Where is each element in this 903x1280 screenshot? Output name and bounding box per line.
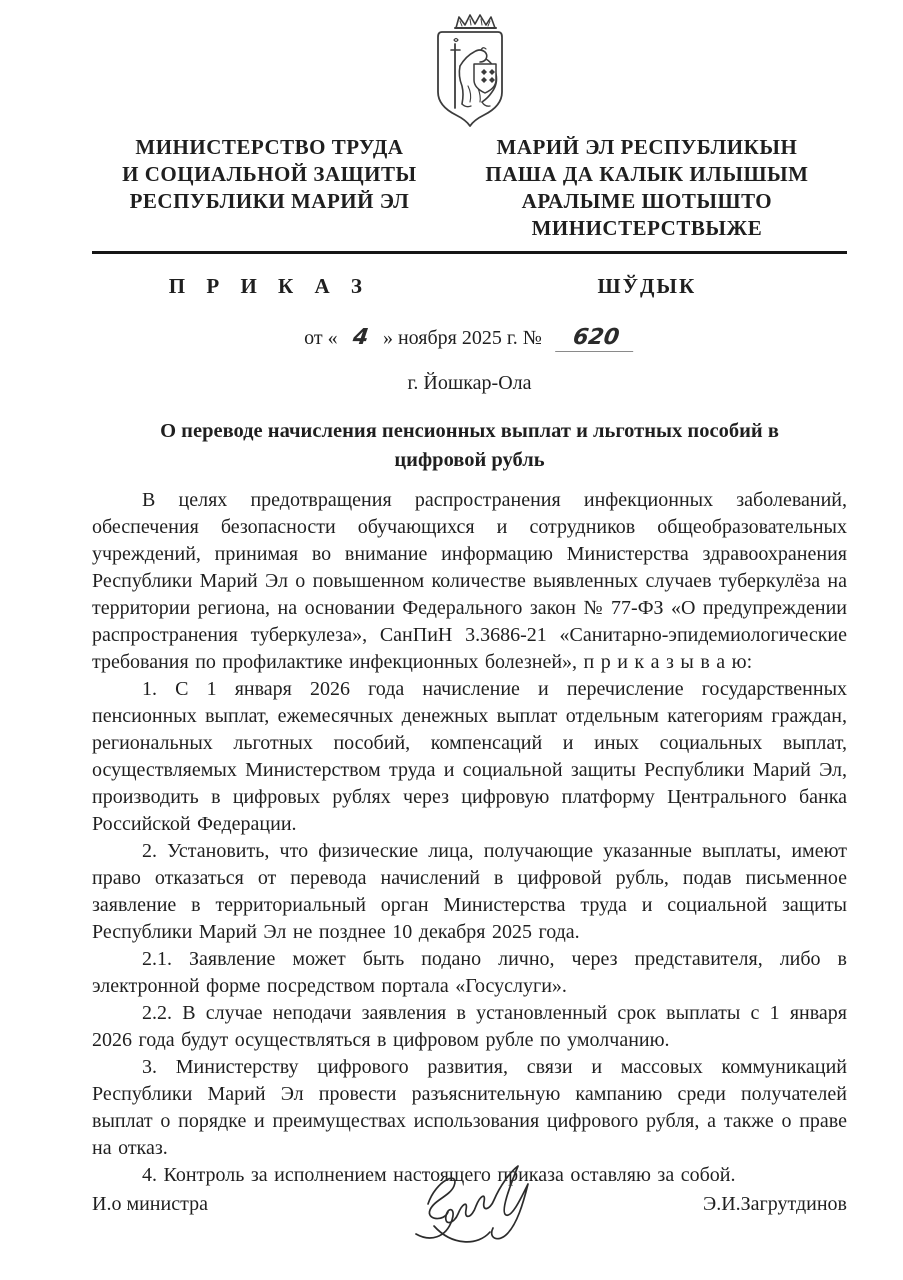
order-body — [92, 487, 847, 1189]
order-type-mari: ШЎДЫК — [597, 274, 697, 298]
order-type-row — [92, 274, 847, 299]
org-ru-line: МИНИСТЕРСТВО ТРУДА — [135, 135, 404, 159]
body-paragraph: 2.1. Заявление может быть подано лично, через представителя, либо в электронной форме посредством портала «Госуслуги». — [92, 948, 847, 997]
org-ru-line: РЕСПУБЛИКИ МАРИЙ ЭЛ — [129, 189, 410, 213]
body-paragraph: 3. Министерству цифрового развития, связи и массовых коммуникаций Республики Марий Эл провести разъяснительную кампанию среди получателей выплат о порядке и преимуществах использования цифрового рубля, а также о праве на отказ. — [92, 1056, 847, 1159]
mari-el-coat-of-arms-icon — [418, 12, 522, 132]
org-name-mari — [447, 134, 847, 242]
order-number-handwritten: 620 — [555, 325, 637, 352]
handwritten-signature-icon — [390, 1158, 560, 1250]
emblem-container — [92, 12, 847, 132]
body-paragraph: 1. С 1 января 2026 года начисление и перечисление государственных пенсионных выплат, ежемесячных денежных выплат отдельным категориям граждан, региональных льготных пособий, компенсаций и иных социальных выплат, осуществляемых Министерством труда и социальной защиты Республики Марий Эл, производить в цифровых рублях через цифровую платформу Центрального банка Российской Федерации. — [92, 678, 847, 835]
signature-block — [92, 1158, 847, 1250]
body-paragraph: 2. Установить, что физические лица, получающие указанные выплаты, имеют право отказаться от перевода начислений в цифровой рубль, подав письменное заявление в территориальный орган Министерства труда и социальной защиты Республики Марий Эл не позднее 10 декабря 2025 года. — [92, 840, 847, 943]
date-mid: » ноября 2025 г. № — [382, 327, 542, 349]
header-divider — [92, 251, 847, 254]
signer-position: И.о министра — [92, 1192, 208, 1215]
org-mari-line: АРАЛЫМЕ ШОТЫШТО — [521, 189, 773, 213]
letterhead — [92, 134, 847, 242]
body-paragraph: 4. Контроль за исполнением настоящего приказа оставляю за собой. — [142, 1164, 736, 1186]
org-mari-line: МАРИЙ ЭЛ РЕСПУБЛИКЫН — [496, 135, 798, 159]
date-day-handwritten: 4 — [350, 325, 370, 350]
body-paragraph: 2.2. В случае неподачи заявления в установленный срок выплаты с 1 января 2026 года будут осуществляться в цифровом рубле по умолчанию. — [92, 1002, 847, 1051]
date-prefix: от « — [304, 327, 338, 349]
org-mari-line: МИНИСТЕРСТВЫЖЕ — [531, 216, 763, 240]
body-paragraph: В целях предотвращения распространения инфекционных заболеваний, обеспечения безопасности обучающихся и сотрудников общеобразовательных учреждений, принимая во внимание информацию Министерства здравоохранения Республики Марий Эл о повышенном количестве выявленных случаев туберкулёза на территории региона, на основании Федерального закон № 77-ФЗ «О предупреждении распространения туберкулеза», СанПиН 3.3686-21 «Санитарно-эпидемиологические требования по профилактике инфекционных болезней», п р и к а з ы в а ю: — [92, 489, 847, 673]
signer-name: Э.И.Загрутдинов — [703, 1192, 847, 1215]
org-mari-line: ПАША ДА КАЛЫК ИЛЫШЫМ — [485, 162, 809, 186]
org-ru-line: И СОЦИАЛЬНОЙ ЗАЩИТЫ — [122, 162, 417, 186]
order-title: О переводе начисления пенсионных выплат и льготных пособий в цифровой рубль — [160, 420, 779, 471]
order-date-line — [92, 325, 847, 352]
order-type-russian: П Р И К А З — [168, 274, 371, 298]
city-line: г. Йошкар-Ола — [407, 372, 532, 394]
org-name-russian — [92, 134, 447, 242]
